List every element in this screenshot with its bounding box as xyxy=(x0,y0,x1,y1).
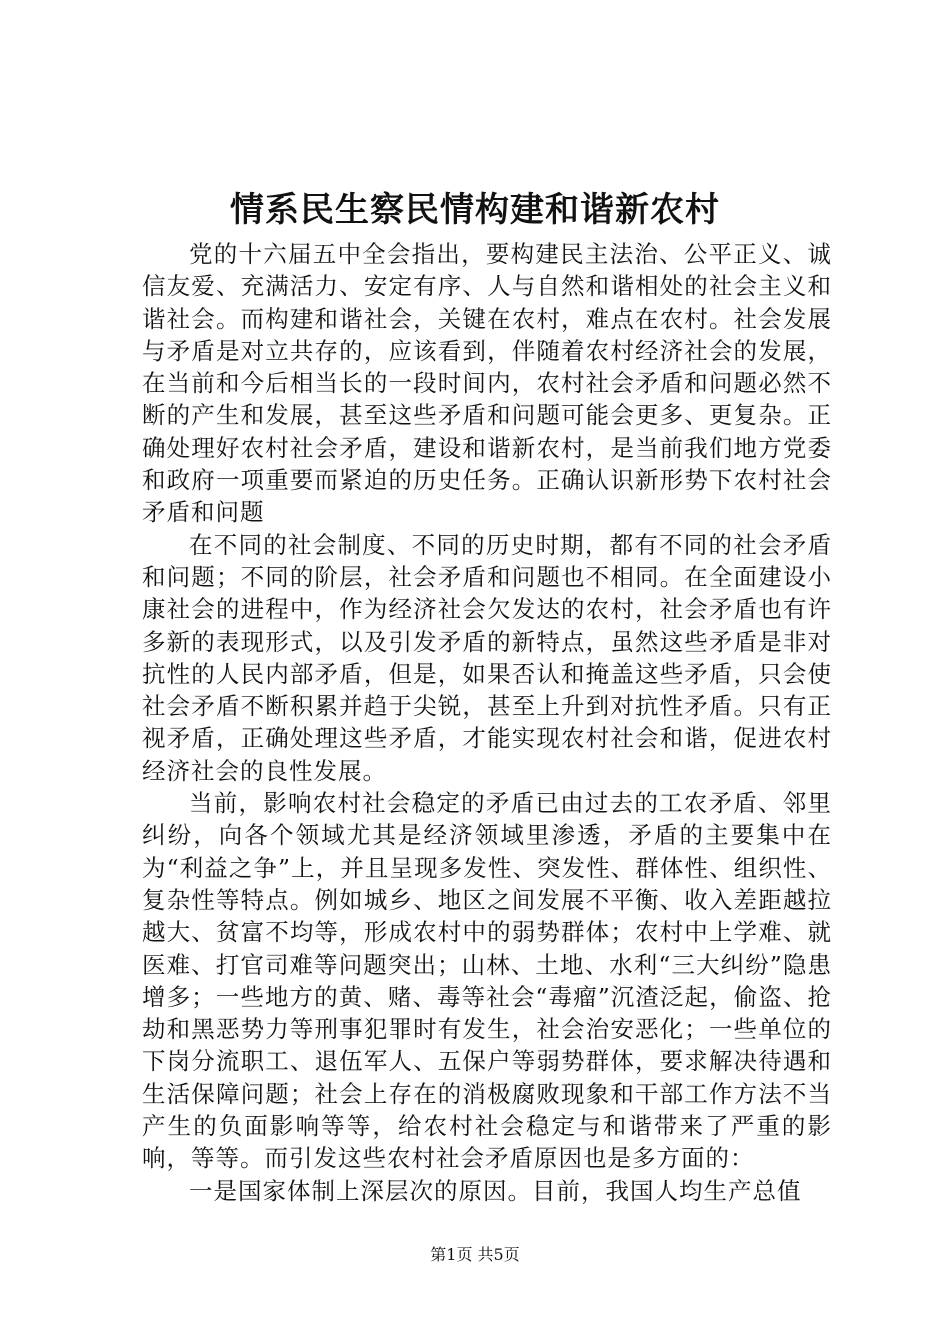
page-footer xyxy=(0,1244,950,1266)
paragraph-1: 党的十六届五中全会指出，要构建民主法治、公平正义、诚信友爱、充满活力、安定有序、人与自然和谐相处的社会主义和谐社会。而构建和谐社会，关键在农村，难点在农村。社会发展与矛盾是对立共存的，应该看到，伴随着农村经济社会的发展，在当前和今后相当长的一段时间内，农村社会矛盾和问题必然不断的产生和发展，甚至这些矛盾和问题可能会更多、更复杂。正确处理好农村社会矛盾，建设和谐新农村，是当前我们地方党委和政府一项重要而紧迫的历史任务。正确认识新形势下农村社会矛盾和问题 xyxy=(142,240,832,527)
document-body xyxy=(142,238,832,1207)
paragraph-4: 一是国家体制上深层次的原因。目前，我国人均生产总值 xyxy=(189,1176,802,1205)
document-title: 情系民生察民情构建和谐新农村 xyxy=(230,190,720,230)
paragraph-2: 在不同的社会制度、不同的历史时期，都有不同的社会矛盾和问题；不同的阶层，社会矛盾和问题也不相同。在全面建设小康社会的进程中，作为经济社会欠发达的农村，社会矛盾也有许多新的表现形式，以及引发矛盾的新特点，虽然这些矛盾是非对抗性的人民内部矛盾，但是，如果否认和掩盖这些矛盾，只会使社会矛盾不断积累并趋于尖锐，甚至上升到对抗性矛盾。只有正视矛盾，正确处理这些矛盾，才能实现农村社会和谐，促进农村经济社会的良性发展。 xyxy=(142,530,832,785)
page-number: 第1页 共5页 xyxy=(430,1245,520,1264)
paragraph-3: 当前，影响农村社会稳定的矛盾已由过去的工农矛盾、邻里纠纷，向各个领域尤其是经济领域里渗透，矛盾的主要集中在为“利益之争”上，并且呈现多发性、突发性、群体性、组织性、复杂性等特点。例如城乡、地区之间发展不平衡、收入差距越拉越大、贫富不均等，形成农村中的弱势群体；农村中上学难、就医难、打官司难等问题突出；山林、土地、水利“三大纠纷”隐患增多；一些地方的黄、赌、毒等社会“毒瘤”沉渣泛起，偷盗、抢劫和黑恶势力等刑事犯罪时有发生，社会治安恶化；一些单位的下岗分流职工、退伍军人、五保户等弱势群体，要求解决待遇和生活保障问题；社会上存在的消极腐败现象和干部工作方法不当产生的负面影响等等，给农村社会稳定与和谐带来了严重的影响，等等。而引发这些农村社会矛盾原因也是多方面的： xyxy=(142,789,832,1173)
